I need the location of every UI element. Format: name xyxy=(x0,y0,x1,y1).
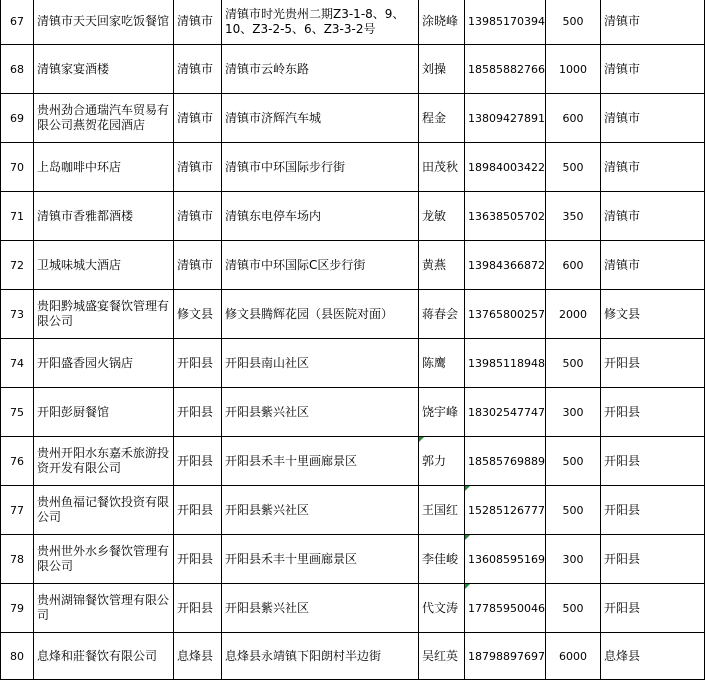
address-cell: 开阳县紫兴社区 xyxy=(222,388,419,437)
quantity-cell: 350 xyxy=(546,192,601,241)
district-cell: 清镇市 xyxy=(174,94,222,143)
business-name-cell: 上岛咖啡中环店 xyxy=(34,143,174,192)
address-cell: 修文县腾辉花园（县医院对面） xyxy=(222,290,419,339)
address-cell: 开阳县紫兴社区 xyxy=(222,486,419,535)
address-cell: 息烽县永靖镇下阳朗村半边街 xyxy=(222,633,419,680)
quantity-cell: 500 xyxy=(546,339,601,388)
row-number-cell: 69 xyxy=(1,94,34,143)
district-cell: 开阳县 xyxy=(174,339,222,388)
business-name-cell: 开阳彭厨餐馆 xyxy=(34,388,174,437)
business-name-cell: 贵州世外水乡餐饮管理有限公司 xyxy=(34,535,174,584)
contact-person-cell: 王国红 xyxy=(419,486,465,535)
district-cell: 清镇市 xyxy=(174,0,222,45)
phone-number-cell: 15285126777 xyxy=(465,486,546,535)
region-cell: 开阳县 xyxy=(601,486,705,535)
row-number-cell: 76 xyxy=(1,437,34,486)
quantity-cell: 300 xyxy=(546,535,601,584)
address-cell: 清镇市中环国际C区步行街 xyxy=(222,241,419,290)
table-row xyxy=(1,45,705,94)
table-row xyxy=(1,143,705,192)
business-name-cell: 卫城味城大酒店 xyxy=(34,241,174,290)
region-cell: 开阳县 xyxy=(601,584,705,633)
region-cell: 清镇市 xyxy=(601,94,705,143)
table-row xyxy=(1,437,705,486)
district-cell: 清镇市 xyxy=(174,192,222,241)
phone-number-cell: 18585769889 xyxy=(465,437,546,486)
region-cell: 开阳县 xyxy=(601,535,705,584)
district-cell: 修文县 xyxy=(174,290,222,339)
contact-person-cell: 郭力 xyxy=(419,437,465,486)
contact-person-cell: 饶宇峰 xyxy=(419,388,465,437)
quantity-cell: 1000 xyxy=(546,45,601,94)
row-number-cell: 78 xyxy=(1,535,34,584)
contact-person-cell: 龙敏 xyxy=(419,192,465,241)
table-row xyxy=(1,633,705,680)
address-cell: 清镇东电停车场内 xyxy=(222,192,419,241)
quantity-cell: 500 xyxy=(546,584,601,633)
table-row xyxy=(1,290,705,339)
quantity-cell: 600 xyxy=(546,241,601,290)
table-row xyxy=(1,535,705,584)
business-name-cell: 清镇家宴酒楼 xyxy=(34,45,174,94)
contact-person-cell: 吴红英 xyxy=(419,633,465,680)
phone-number-cell: 18302547747 xyxy=(465,388,546,437)
phone-number-cell: 13985118948 xyxy=(465,339,546,388)
region-cell: 修文县 xyxy=(601,290,705,339)
phone-number-cell: 13638505702 xyxy=(465,192,546,241)
business-name-cell: 贵州劲合通瑞汽车贸易有限公司燕贺花园酒店 xyxy=(34,94,174,143)
contact-person-cell: 蒋春会 xyxy=(419,290,465,339)
district-cell: 清镇市 xyxy=(174,45,222,94)
phone-number-cell: 13765800257 xyxy=(465,290,546,339)
business-name-cell: 贵州湖锦餐饮管理有限公司 xyxy=(34,584,174,633)
table-row xyxy=(1,388,705,437)
table-row xyxy=(1,486,705,535)
quantity-cell: 300 xyxy=(546,388,601,437)
district-cell: 息烽县 xyxy=(174,633,222,680)
table-row xyxy=(1,192,705,241)
row-number-cell: 75 xyxy=(1,388,34,437)
address-cell: 清镇市中环国际步行街 xyxy=(222,143,419,192)
contact-person-cell: 黄燕 xyxy=(419,241,465,290)
address-cell: 清镇市云岭东路 xyxy=(222,45,419,94)
region-cell: 开阳县 xyxy=(601,339,705,388)
region-cell: 开阳县 xyxy=(601,388,705,437)
region-cell: 清镇市 xyxy=(601,192,705,241)
quantity-cell: 500 xyxy=(546,486,601,535)
phone-number-cell: 18984003422 xyxy=(465,143,546,192)
row-number-cell: 71 xyxy=(1,192,34,241)
row-number-cell: 80 xyxy=(1,633,34,680)
business-name-cell: 开阳盛香园火锅店 xyxy=(34,339,174,388)
address-cell: 清镇市济辉汽车城 xyxy=(222,94,419,143)
table-row xyxy=(1,584,705,633)
address-cell: 开阳县禾丰十里画廊景区 xyxy=(222,437,419,486)
row-number-cell: 77 xyxy=(1,486,34,535)
phone-number-cell: 18798897697 xyxy=(465,633,546,680)
row-number-cell: 79 xyxy=(1,584,34,633)
district-cell: 清镇市 xyxy=(174,143,222,192)
phone-number-cell: 13985170394 xyxy=(465,0,546,45)
district-cell: 开阳县 xyxy=(174,535,222,584)
contact-person-cell: 程金 xyxy=(419,94,465,143)
phone-number-cell: 18585882766 xyxy=(465,45,546,94)
quantity-cell: 500 xyxy=(546,143,601,192)
quantity-cell: 600 xyxy=(546,94,601,143)
phone-number-cell: 13608595169 xyxy=(465,535,546,584)
row-number-cell: 70 xyxy=(1,143,34,192)
row-number-cell: 72 xyxy=(1,241,34,290)
district-cell: 开阳县 xyxy=(174,437,222,486)
table-body xyxy=(1,0,705,680)
table-row xyxy=(1,0,705,45)
phone-number-cell: 17785950046 xyxy=(465,584,546,633)
region-cell: 开阳县 xyxy=(601,437,705,486)
table-row xyxy=(1,241,705,290)
business-name-cell: 贵州开阳水东嘉禾旅游投资开发有限公司 xyxy=(34,437,174,486)
row-number-cell: 74 xyxy=(1,339,34,388)
row-number-cell: 73 xyxy=(1,290,34,339)
row-number-cell: 68 xyxy=(1,45,34,94)
region-cell: 清镇市 xyxy=(601,143,705,192)
district-cell: 开阳县 xyxy=(174,486,222,535)
table-row xyxy=(1,94,705,143)
district-cell: 开阳县 xyxy=(174,388,222,437)
region-cell: 清镇市 xyxy=(601,241,705,290)
region-cell: 清镇市 xyxy=(601,45,705,94)
contact-person-cell: 李佳峻 xyxy=(419,535,465,584)
region-cell: 息烽县 xyxy=(601,633,705,680)
business-name-cell: 贵州鱼福记餐饮投资有限公司 xyxy=(34,486,174,535)
region-cell: 清镇市 xyxy=(601,0,705,45)
address-cell: 开阳县禾丰十里画廊景区 xyxy=(222,535,419,584)
business-name-cell: 清镇市天天回家吃饭餐馆 xyxy=(34,0,174,45)
district-cell: 清镇市 xyxy=(174,241,222,290)
contact-person-cell: 代文涛 xyxy=(419,584,465,633)
quantity-cell: 500 xyxy=(546,437,601,486)
business-name-cell: 清镇市香雅都酒楼 xyxy=(34,192,174,241)
phone-number-cell: 13809427891 xyxy=(465,94,546,143)
table-row xyxy=(1,339,705,388)
contact-person-cell: 田茂秋 xyxy=(419,143,465,192)
phone-number-cell: 13984366872 xyxy=(465,241,546,290)
quantity-cell: 6000 xyxy=(546,633,601,680)
contact-person-cell: 刘操 xyxy=(419,45,465,94)
business-name-cell: 贵阳黔城盛宴餐饮管理有限公司 xyxy=(34,290,174,339)
address-cell: 开阳县南山社区 xyxy=(222,339,419,388)
district-cell: 开阳县 xyxy=(174,584,222,633)
quantity-cell: 500 xyxy=(546,0,601,45)
address-cell: 清镇市时光贵州二期Z3-1-8、9、10、Z3-2-5、6、Z3-3-2号 xyxy=(222,0,419,45)
quantity-cell: 2000 xyxy=(546,290,601,339)
business-name-cell: 息烽和莊餐饮有限公司 xyxy=(34,633,174,680)
address-cell: 开阳县紫兴社区 xyxy=(222,584,419,633)
contact-person-cell: 陈鹰 xyxy=(419,339,465,388)
contact-person-cell: 涂晓峰 xyxy=(419,0,465,45)
row-number-cell: 67 xyxy=(1,0,34,45)
